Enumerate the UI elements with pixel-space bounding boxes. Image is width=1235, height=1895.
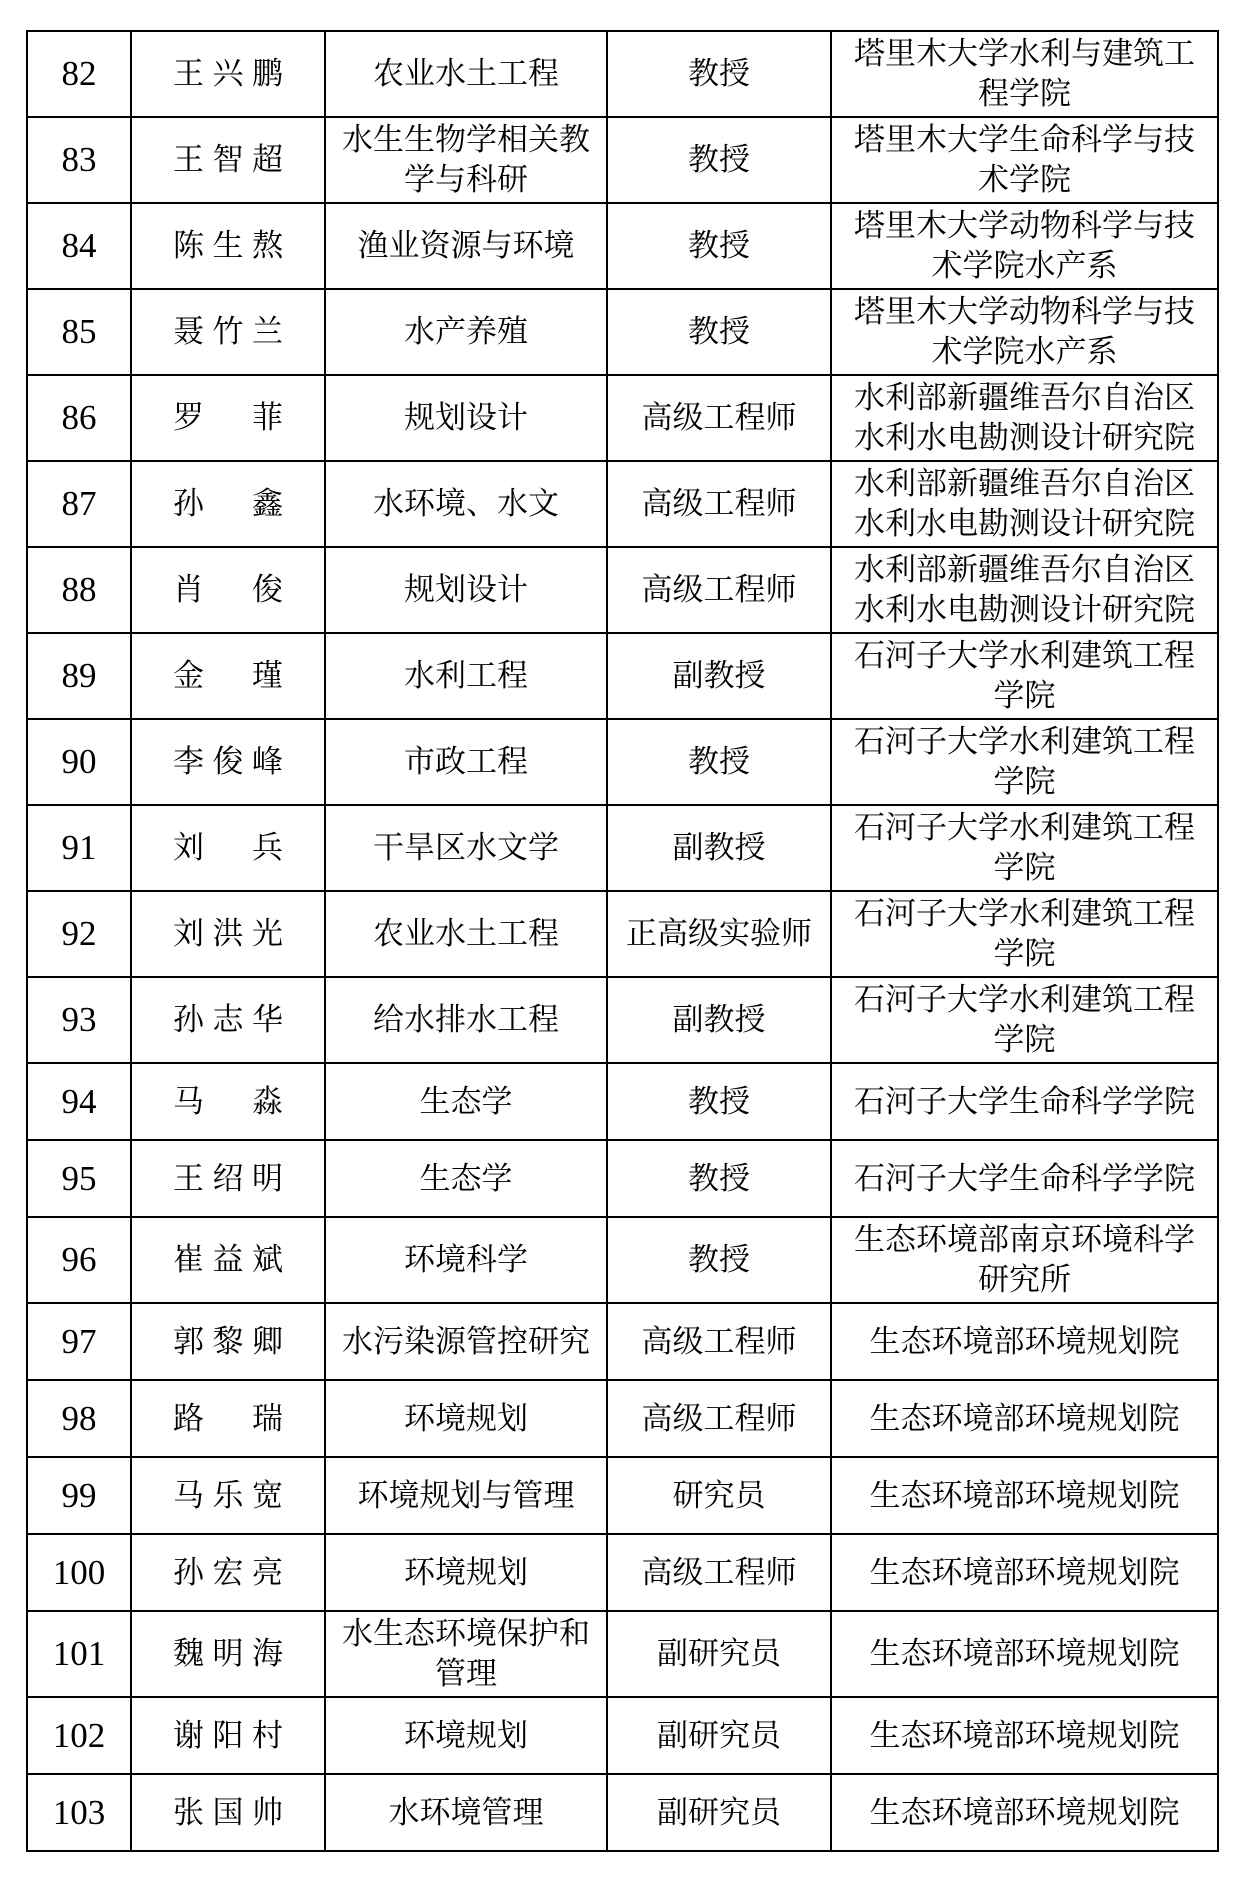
cell-name bbox=[131, 1380, 325, 1457]
cell-title: 研究员 bbox=[607, 1457, 831, 1534]
cell-name bbox=[131, 1774, 325, 1851]
cell-number: 91 bbox=[27, 805, 131, 891]
person-name: 金瑾 bbox=[173, 658, 283, 693]
cell-name bbox=[131, 117, 325, 203]
cell-institution: 石河子大学水利建筑工程学院 bbox=[831, 633, 1218, 719]
table-row bbox=[27, 1611, 1218, 1697]
cell-title: 副研究员 bbox=[607, 1774, 831, 1851]
table-row bbox=[27, 461, 1218, 547]
table-row bbox=[27, 117, 1218, 203]
person-name: 王兴鹏 bbox=[173, 56, 283, 91]
table-row bbox=[27, 891, 1218, 977]
cell-name bbox=[131, 805, 325, 891]
table-row bbox=[27, 1534, 1218, 1611]
cell-field: 水生生物学相关教学与科研 bbox=[325, 117, 607, 203]
cell-name bbox=[131, 203, 325, 289]
cell-field: 环境规划与管理 bbox=[325, 1457, 607, 1534]
table-row bbox=[27, 977, 1218, 1063]
cell-name bbox=[131, 1303, 325, 1380]
cell-title: 教授 bbox=[607, 1140, 831, 1217]
cell-title: 副研究员 bbox=[607, 1611, 831, 1697]
cell-field: 生态学 bbox=[325, 1063, 607, 1140]
table-row bbox=[27, 203, 1218, 289]
cell-field: 水产养殖 bbox=[325, 289, 607, 375]
cell-institution: 塔里木大学水利与建筑工程学院 bbox=[831, 31, 1218, 117]
cell-name bbox=[131, 289, 325, 375]
cell-number: 95 bbox=[27, 1140, 131, 1217]
person-name: 孙鑫 bbox=[173, 486, 283, 521]
cell-number: 88 bbox=[27, 547, 131, 633]
cell-institution: 生态环境部环境规划院 bbox=[831, 1534, 1218, 1611]
cell-number: 97 bbox=[27, 1303, 131, 1380]
cell-number: 100 bbox=[27, 1534, 131, 1611]
cell-title: 教授 bbox=[607, 1063, 831, 1140]
person-name: 张国帅 bbox=[173, 1794, 283, 1830]
table-row bbox=[27, 1217, 1218, 1303]
cell-name bbox=[131, 1534, 325, 1611]
cell-number: 84 bbox=[27, 203, 131, 289]
person-name: 魏明海 bbox=[173, 1636, 283, 1671]
cell-field: 水环境管理 bbox=[325, 1774, 607, 1851]
table-row bbox=[27, 1303, 1218, 1380]
person-name: 谢阳村 bbox=[173, 1717, 283, 1753]
cell-title: 正高级实验师 bbox=[607, 891, 831, 977]
table-row bbox=[27, 805, 1218, 891]
table-row bbox=[27, 375, 1218, 461]
cell-name bbox=[131, 719, 325, 805]
table-row bbox=[27, 1140, 1218, 1217]
person-name: 聂竹兰 bbox=[173, 314, 283, 349]
cell-number: 89 bbox=[27, 633, 131, 719]
cell-institution: 生态环境部环境规划院 bbox=[831, 1380, 1218, 1457]
person-name: 李俊峰 bbox=[173, 744, 283, 779]
cell-name bbox=[131, 1457, 325, 1534]
cell-title: 教授 bbox=[607, 31, 831, 117]
cell-title: 副教授 bbox=[607, 977, 831, 1063]
table-row bbox=[27, 1697, 1218, 1774]
cell-title: 高级工程师 bbox=[607, 375, 831, 461]
cell-field: 农业水土工程 bbox=[325, 891, 607, 977]
cell-number: 82 bbox=[27, 31, 131, 117]
cell-institution: 石河子大学水利建筑工程学院 bbox=[831, 977, 1218, 1063]
experts-table bbox=[26, 30, 1219, 1852]
cell-number: 103 bbox=[27, 1774, 131, 1851]
cell-name bbox=[131, 633, 325, 719]
cell-title: 高级工程师 bbox=[607, 1534, 831, 1611]
cell-title: 教授 bbox=[607, 203, 831, 289]
cell-institution: 水利部新疆维吾尔自治区水利水电勘测设计研究院 bbox=[831, 461, 1218, 547]
cell-name bbox=[131, 1697, 325, 1774]
cell-number: 96 bbox=[27, 1217, 131, 1303]
cell-field: 给水排水工程 bbox=[325, 977, 607, 1063]
cell-number: 92 bbox=[27, 891, 131, 977]
cell-name bbox=[131, 547, 325, 633]
cell-institution: 生态环境部环境规划院 bbox=[831, 1457, 1218, 1534]
cell-title: 教授 bbox=[607, 1217, 831, 1303]
table-row bbox=[27, 31, 1218, 117]
cell-title: 副教授 bbox=[607, 633, 831, 719]
cell-number: 93 bbox=[27, 977, 131, 1063]
cell-institution: 水利部新疆维吾尔自治区水利水电勘测设计研究院 bbox=[831, 547, 1218, 633]
cell-number: 87 bbox=[27, 461, 131, 547]
person-name: 罗菲 bbox=[173, 400, 283, 435]
cell-field: 水环境、水文 bbox=[325, 461, 607, 547]
cell-number: 98 bbox=[27, 1380, 131, 1457]
person-name: 王绍明 bbox=[173, 1160, 283, 1196]
cell-institution: 生态环境部环境规划院 bbox=[831, 1774, 1218, 1851]
cell-number: 83 bbox=[27, 117, 131, 203]
table-row bbox=[27, 1063, 1218, 1140]
person-name: 刘兵 bbox=[173, 830, 283, 865]
person-name: 孙志华 bbox=[173, 1002, 283, 1037]
table-row bbox=[27, 289, 1218, 375]
cell-field: 规划设计 bbox=[325, 375, 607, 461]
cell-field: 水利工程 bbox=[325, 633, 607, 719]
cell-field: 市政工程 bbox=[325, 719, 607, 805]
cell-institution: 生态环境部环境规划院 bbox=[831, 1303, 1218, 1380]
cell-name bbox=[131, 461, 325, 547]
cell-title: 副研究员 bbox=[607, 1697, 831, 1774]
person-name: 刘洪光 bbox=[173, 916, 283, 951]
cell-institution: 生态环境部环境规划院 bbox=[831, 1697, 1218, 1774]
cell-title: 副教授 bbox=[607, 805, 831, 891]
table-row bbox=[27, 633, 1218, 719]
table-row bbox=[27, 1774, 1218, 1851]
cell-institution: 塔里木大学生命科学与技术学院 bbox=[831, 117, 1218, 203]
cell-institution: 石河子大学水利建筑工程学院 bbox=[831, 719, 1218, 805]
cell-field: 水生态环境保护和管理 bbox=[325, 1611, 607, 1697]
cell-name bbox=[131, 1611, 325, 1697]
cell-title: 高级工程师 bbox=[607, 547, 831, 633]
table-row bbox=[27, 719, 1218, 805]
cell-institution: 生态环境部环境规划院 bbox=[831, 1611, 1218, 1697]
person-name: 陈生熬 bbox=[173, 228, 283, 263]
cell-field: 水污染源管控研究 bbox=[325, 1303, 607, 1380]
cell-institution: 石河子大学生命科学学院 bbox=[831, 1140, 1218, 1217]
cell-title: 高级工程师 bbox=[607, 1380, 831, 1457]
cell-name bbox=[131, 375, 325, 461]
cell-title: 教授 bbox=[607, 719, 831, 805]
cell-name bbox=[131, 31, 325, 117]
person-name: 肖俊 bbox=[173, 572, 283, 607]
person-name: 崔益斌 bbox=[173, 1242, 283, 1277]
cell-number: 99 bbox=[27, 1457, 131, 1534]
cell-field: 环境科学 bbox=[325, 1217, 607, 1303]
cell-field: 渔业资源与环境 bbox=[325, 203, 607, 289]
cell-field: 规划设计 bbox=[325, 547, 607, 633]
cell-title: 高级工程师 bbox=[607, 461, 831, 547]
person-name: 王智超 bbox=[173, 142, 283, 177]
cell-number: 85 bbox=[27, 289, 131, 375]
cell-name bbox=[131, 1217, 325, 1303]
cell-number: 101 bbox=[27, 1611, 131, 1697]
cell-field: 环境规划 bbox=[325, 1534, 607, 1611]
cell-title: 教授 bbox=[607, 289, 831, 375]
table-row bbox=[27, 547, 1218, 633]
cell-name bbox=[131, 1063, 325, 1140]
cell-institution: 水利部新疆维吾尔自治区水利水电勘测设计研究院 bbox=[831, 375, 1218, 461]
cell-name bbox=[131, 891, 325, 977]
cell-institution: 生态环境部南京环境科学研究所 bbox=[831, 1217, 1218, 1303]
person-name: 马淼 bbox=[173, 1083, 283, 1119]
table-row bbox=[27, 1380, 1218, 1457]
person-name: 路瑞 bbox=[173, 1400, 283, 1436]
cell-field: 环境规划 bbox=[325, 1380, 607, 1457]
table-row bbox=[27, 1457, 1218, 1534]
cell-field: 生态学 bbox=[325, 1140, 607, 1217]
cell-field: 干旱区水文学 bbox=[325, 805, 607, 891]
cell-number: 102 bbox=[27, 1697, 131, 1774]
cell-field: 农业水土工程 bbox=[325, 31, 607, 117]
person-name: 马乐宽 bbox=[173, 1477, 283, 1513]
cell-institution: 石河子大学水利建筑工程学院 bbox=[831, 805, 1218, 891]
cell-name bbox=[131, 1140, 325, 1217]
cell-institution: 塔里木大学动物科学与技术学院水产系 bbox=[831, 289, 1218, 375]
person-name: 孙宏亮 bbox=[173, 1554, 283, 1590]
cell-name bbox=[131, 977, 325, 1063]
cell-institution: 塔里木大学动物科学与技术学院水产系 bbox=[831, 203, 1218, 289]
cell-title: 教授 bbox=[607, 117, 831, 203]
cell-title: 高级工程师 bbox=[607, 1303, 831, 1380]
cell-number: 90 bbox=[27, 719, 131, 805]
cell-number: 86 bbox=[27, 375, 131, 461]
cell-number: 94 bbox=[27, 1063, 131, 1140]
cell-field: 环境规划 bbox=[325, 1697, 607, 1774]
cell-institution: 石河子大学水利建筑工程学院 bbox=[831, 891, 1218, 977]
person-name: 郭黎卿 bbox=[173, 1323, 283, 1359]
cell-institution: 石河子大学生命科学学院 bbox=[831, 1063, 1218, 1140]
